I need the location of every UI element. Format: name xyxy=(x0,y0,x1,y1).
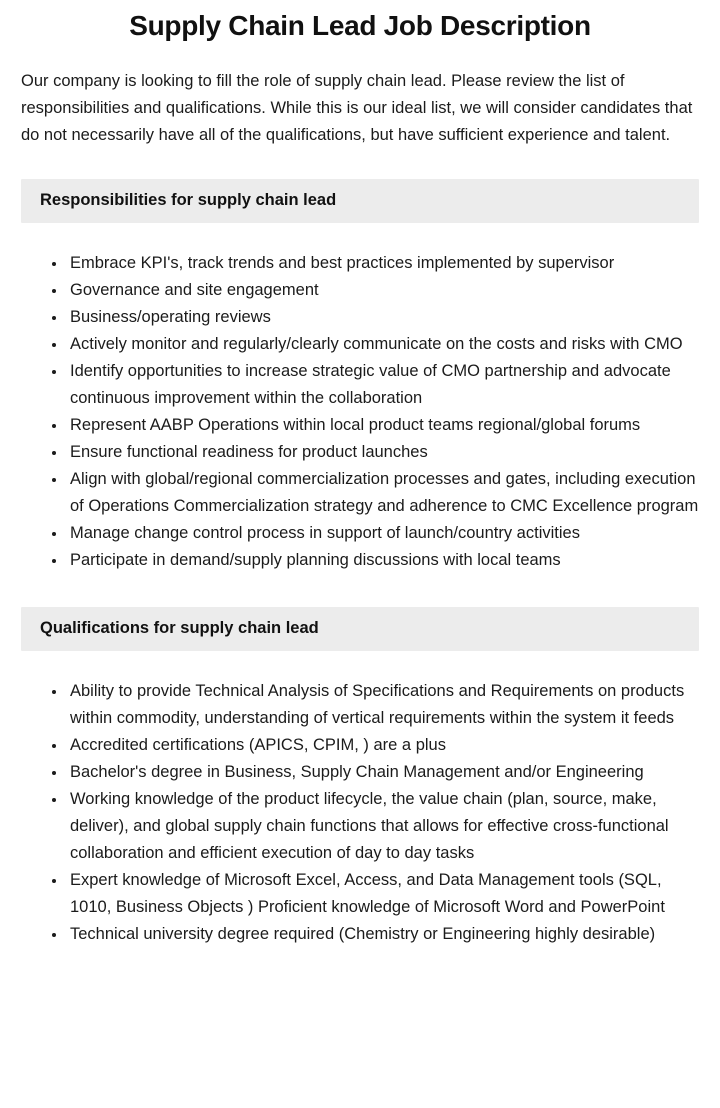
list-item: • Manage change control process in support of launch/country activities xyxy=(67,520,699,547)
section-heading-responsibilities: Responsibilities for supply chain lead xyxy=(21,179,699,223)
list-item: • Embrace KPI's, track trends and best practices implemented by supervisor xyxy=(67,250,699,277)
list-item: • Identify opportunities to increase strategic value of CMO partnership and advocate continuous improvement within the collaboration xyxy=(67,358,699,412)
intro-paragraph: Our company is looking to fill the role of supply chain lead. Please review the list of responsibilities and qualifications. While this is our ideal list, we will consider candidates that do not necessarily have all of the qualifications, but have sufficient experience and talent. xyxy=(21,72,693,144)
list-item: • Actively monitor and regularly/clearly communicate on the costs and risks with CMO xyxy=(67,331,699,358)
list-item: • Technical university degree required (Chemistry or Engineering highly desirable) xyxy=(67,921,699,948)
list-item: • Ensure functional readiness for product launches xyxy=(67,439,699,466)
list-item: • Represent AABP Operations within local product teams regional/global forums xyxy=(67,412,699,439)
list-item: • Accredited certifications (APICS, CPIM, ) are a plus xyxy=(67,732,699,759)
responsibilities-list xyxy=(21,250,699,574)
list-item: • Working knowledge of the product lifecycle, the value chain (plan, source, make, deliver), and global supply chain functions that allows for effective cross-functional collaboration and efficient execution of day to day tasks xyxy=(67,786,699,867)
page-title: Supply Chain Lead Job Description xyxy=(129,10,591,41)
list-item: • Ability to provide Technical Analysis of Specifications and Requirements on products within commodity, understanding of vertical requirements within the system it feeds xyxy=(67,678,699,732)
list-item: • Align with global/regional commercialization processes and gates, including execution of Operations Commercialization strategy and adherence to CMC Excellence program xyxy=(67,466,699,520)
list-item: • Bachelor's degree in Business, Supply Chain Management and/or Engineering xyxy=(67,759,699,786)
list-item: • Business/operating reviews xyxy=(67,304,699,331)
list-item: • Expert knowledge of Microsoft Excel, Access, and Data Management tools (SQL, 1010, Business Objects ) Proficient knowledge of Microsoft Word and PowerPoint xyxy=(67,867,699,921)
qualifications-list xyxy=(21,678,699,948)
list-item: • Governance and site engagement xyxy=(67,277,699,304)
section-heading-qualifications: Qualifications for supply chain lead xyxy=(21,607,699,651)
list-item: • Participate in demand/supply planning discussions with local teams xyxy=(67,547,699,574)
